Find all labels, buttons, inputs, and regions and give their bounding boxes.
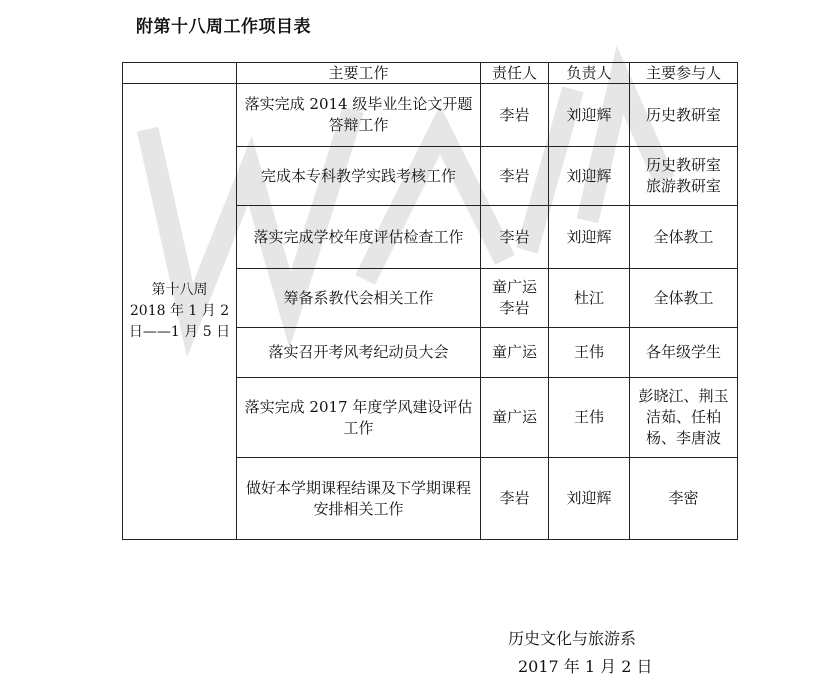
participants-cell: 各年级学生 (630, 328, 738, 378)
lead-cell: 王伟 (549, 378, 630, 458)
task-cell: 完成本专科教学实践考核工作 (237, 147, 481, 206)
responsible-cell: 童广运 李岩 (481, 269, 549, 328)
week-period-cell: 第十八周 2018 年 1 月 2 日——1 月 5 日 (123, 84, 237, 540)
responsible-cell: 李岩 (481, 84, 549, 147)
header-participants: 主要参与人 (630, 63, 738, 84)
header-task: 主要工作 (237, 63, 481, 84)
department-signature: 历史文化与旅游系 (508, 629, 637, 648)
task-cell: 落实召开考风考纪动员大会 (237, 328, 481, 378)
header-period-cell (123, 63, 237, 84)
lead-cell: 刘迎辉 (549, 206, 630, 269)
participants-cell: 全体教工 (630, 269, 738, 328)
lead-cell: 刘迎辉 (549, 147, 630, 206)
participants-cell: 彭晓江、荆玉洁茹、任柏杨、李唐波 (630, 378, 738, 458)
lead-cell: 刘迎辉 (549, 84, 630, 147)
responsible-cell: 童广运 (481, 378, 549, 458)
responsible-cell: 童广运 (481, 328, 549, 378)
responsible-cell: 李岩 (481, 458, 549, 540)
table-row (123, 84, 738, 147)
responsible-cell: 李岩 (481, 147, 549, 206)
task-cell: 落实完成 2014 级毕业生论文开题答辩工作 (237, 84, 481, 147)
work-items-table (122, 62, 738, 540)
task-cell: 落实完成学校年度评估检查工作 (237, 206, 481, 269)
lead-cell: 杜江 (549, 269, 630, 328)
header-lead: 负责人 (549, 63, 630, 84)
lead-cell: 刘迎辉 (549, 458, 630, 540)
header-responsible: 责任人 (481, 63, 549, 84)
task-cell: 落实完成 2017 年度学风建设评估工作 (237, 378, 481, 458)
signature-date: 2017 年 1 月 2 日 (518, 657, 653, 676)
task-cell: 筹备系教代会相关工作 (237, 269, 481, 328)
lead-cell: 王伟 (549, 328, 630, 378)
participants-cell: 历史教研室 (630, 84, 738, 147)
table-header-row (123, 63, 738, 84)
participants-cell: 全体教工 (630, 206, 738, 269)
participants-cell: 李密 (630, 458, 738, 540)
responsible-cell: 李岩 (481, 206, 549, 269)
task-cell: 做好本学期课程结课及下学期课程安排相关工作 (237, 458, 481, 540)
participants-cell: 历史教研室 旅游教研室 (630, 147, 738, 206)
document-title: 附第十八周工作项目表 (136, 17, 311, 37)
